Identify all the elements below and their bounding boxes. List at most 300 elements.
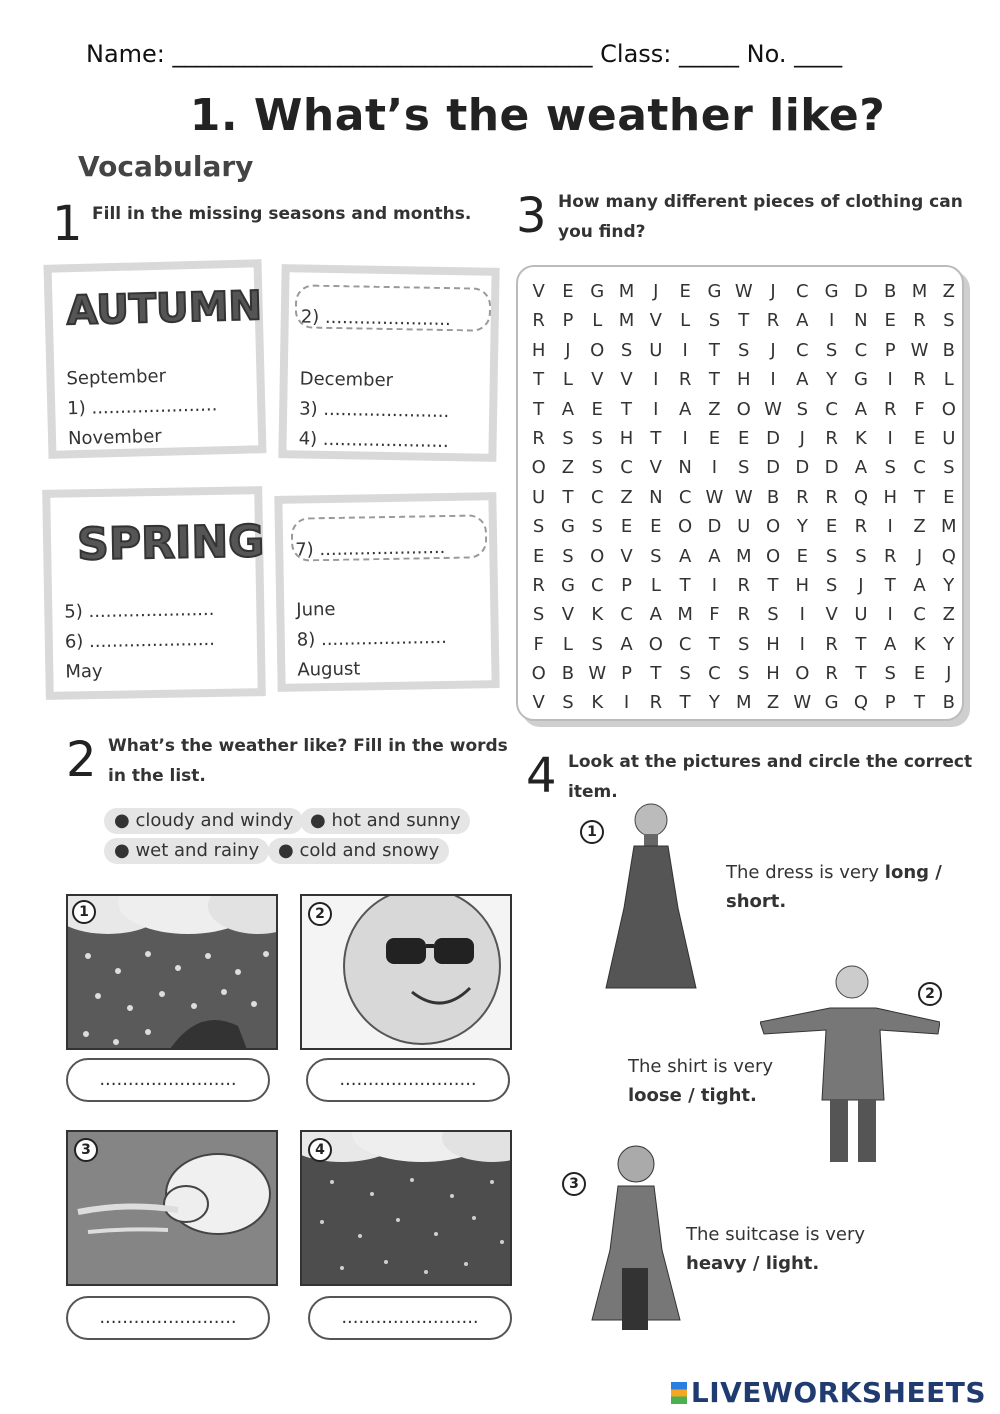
- grid-letter[interactable]: J: [770, 281, 776, 302]
- grid-letter[interactable]: O: [590, 339, 605, 361]
- item-2-text: The shirt is very: [628, 1056, 774, 1077]
- grid-letter[interactable]: O: [678, 516, 693, 538]
- grid-letter[interactable]: S: [767, 604, 779, 626]
- answer-blank-2[interactable]: 2) ......................: [300, 306, 452, 331]
- grid-letter[interactable]: W: [734, 281, 753, 302]
- picture-number-badge: 4: [308, 1138, 332, 1162]
- exercise-3-number: 3: [516, 188, 547, 244]
- grid-letter[interactable]: O: [941, 398, 956, 420]
- grid-letter[interactable]: R: [678, 369, 692, 391]
- grid-letter[interactable]: E: [562, 281, 574, 302]
- grid-letter[interactable]: G: [824, 692, 839, 714]
- grid-letter[interactable]: W: [588, 663, 607, 685]
- grid-letter[interactable]: B: [884, 281, 897, 302]
- grid-letter[interactable]: R: [737, 604, 750, 626]
- grid-letter[interactable]: R: [825, 663, 838, 685]
- grid-letter[interactable]: R: [649, 692, 663, 714]
- grid-letter[interactable]: S: [620, 339, 633, 361]
- grid-letter[interactable]: T: [650, 427, 662, 449]
- grid-letter[interactable]: R: [532, 427, 545, 449]
- grid-letter[interactable]: U: [649, 339, 663, 361]
- grid-letter[interactable]: Q: [853, 692, 868, 714]
- grid-letter[interactable]: C: [708, 663, 721, 685]
- grid-letter[interactable]: J: [565, 339, 571, 361]
- grid-letter[interactable]: T: [884, 574, 896, 596]
- grid-letter[interactable]: E: [679, 281, 691, 302]
- grid-letter[interactable]: E: [943, 486, 955, 508]
- grid-letter[interactable]: B: [942, 692, 955, 714]
- grid-letter[interactable]: W: [734, 486, 753, 508]
- snow-illustration: [302, 1132, 512, 1286]
- grid-letter[interactable]: I: [887, 516, 893, 538]
- grid-letter[interactable]: C: [825, 398, 838, 420]
- grid-letter[interactable]: P: [884, 339, 896, 361]
- answer-blank-6[interactable]: 6) ......................: [64, 628, 216, 653]
- grid-row: [524, 369, 963, 398]
- grid-letter[interactable]: S: [562, 692, 574, 714]
- summer-card: [274, 492, 499, 692]
- name-class-number-line: Name: ___________________________________ Class: _____ No. ____: [86, 40, 843, 68]
- exercise-4-instruction-line-1: Look at the pictures and circle the correct: [568, 752, 973, 772]
- grid-letter[interactable]: C: [796, 339, 809, 361]
- summer-row-1: June: [296, 598, 336, 621]
- word-search-box: [516, 265, 964, 721]
- grid-letter[interactable]: V: [591, 369, 604, 391]
- item-number-badge: 2: [918, 982, 942, 1006]
- grid-letter[interactable]: V: [561, 604, 575, 626]
- grid-letter[interactable]: R: [532, 310, 545, 332]
- grid-letter[interactable]: R: [883, 398, 897, 420]
- grid-letter[interactable]: D: [707, 516, 722, 538]
- grid-letter[interactable]: T: [562, 486, 574, 508]
- grid-letter[interactable]: C: [620, 457, 633, 479]
- grid-letter[interactable]: K: [591, 692, 604, 714]
- grid-letter[interactable]: R: [854, 516, 868, 538]
- grid-letter[interactable]: S: [884, 457, 896, 479]
- grid-letter[interactable]: S: [825, 574, 838, 596]
- option-text: wet and rainy: [135, 840, 260, 861]
- grid-letter[interactable]: S: [825, 545, 838, 567]
- grid-letter[interactable]: U: [737, 516, 751, 538]
- grid-letter[interactable]: Z: [620, 486, 633, 508]
- spring-row-3: May: [65, 660, 103, 683]
- grid-letter[interactable]: J: [770, 339, 776, 361]
- grid-letter[interactable]: S: [591, 457, 603, 479]
- grid-letter[interactable]: R: [737, 574, 750, 596]
- grid-letter[interactable]: D: [824, 457, 839, 479]
- grid-letter[interactable]: C: [913, 457, 926, 479]
- weather-answer-2[interactable]: ........................: [306, 1058, 510, 1102]
- grid-letter[interactable]: C: [590, 574, 604, 596]
- weather-answer-3[interactable]: ........................: [66, 1296, 270, 1340]
- grid-letter[interactable]: T: [708, 633, 720, 655]
- item-1-text: The dress is very: [726, 862, 880, 883]
- grid-letter[interactable]: S: [884, 663, 896, 685]
- grid-letter[interactable]: S: [679, 663, 691, 685]
- grid-letter[interactable]: E: [913, 427, 926, 449]
- item-2-options[interactable]: loose / tight.: [628, 1085, 757, 1106]
- weather-answer-4[interactable]: ........................: [308, 1296, 512, 1340]
- grid-letter[interactable]: L: [650, 574, 661, 596]
- grid-letter[interactable]: S: [532, 516, 545, 538]
- grid-letter[interactable]: I: [711, 574, 718, 596]
- grid-letter[interactable]: A: [678, 545, 692, 567]
- grid-letter[interactable]: H: [795, 574, 810, 596]
- grid-letter[interactable]: J: [653, 281, 659, 302]
- grid-letter[interactable]: Z: [913, 516, 926, 538]
- grid-letter[interactable]: U: [942, 427, 956, 449]
- grid-letter[interactable]: D: [766, 457, 780, 479]
- grid-row: [524, 310, 963, 339]
- option-pill: ● cold and snowy: [268, 838, 449, 864]
- exercise-1-instruction: Fill in the missing seasons and months.: [92, 204, 472, 224]
- grid-letter[interactable]: P: [562, 310, 574, 332]
- grid-letter[interactable]: V: [825, 604, 838, 626]
- page-title: 1. What’s the weather like?: [189, 90, 886, 141]
- item-2-caption: [628, 1052, 773, 1110]
- logo-icon: [671, 1382, 687, 1404]
- grid-letter[interactable]: J: [858, 574, 864, 596]
- grid-letter[interactable]: F: [709, 604, 720, 626]
- grid-letter[interactable]: E: [738, 427, 750, 449]
- grid-letter[interactable]: R: [913, 369, 926, 391]
- grid-row: [524, 575, 963, 604]
- grid-letter[interactable]: V: [532, 281, 545, 302]
- grid-letter[interactable]: I: [682, 427, 688, 449]
- grid-letter[interactable]: W: [910, 339, 929, 361]
- grid-letter[interactable]: R: [825, 486, 838, 508]
- grid-letter[interactable]: Y: [708, 692, 720, 714]
- grid-letter[interactable]: S: [796, 398, 809, 420]
- exercise-3-instruction-line-1: How many different pieces of clothing can: [558, 192, 963, 212]
- grid-letter[interactable]: O: [795, 663, 810, 685]
- grid-letter[interactable]: S: [943, 310, 955, 332]
- grid-letter[interactable]: S: [591, 427, 603, 449]
- grid-letter[interactable]: A: [561, 398, 575, 420]
- grid-letter[interactable]: B: [561, 663, 575, 685]
- grid-letter[interactable]: S: [738, 633, 750, 655]
- grid-letter[interactable]: K: [913, 633, 926, 655]
- grid-letter[interactable]: H: [736, 369, 751, 391]
- grid-letter[interactable]: E: [825, 516, 838, 538]
- grid-letter[interactable]: O: [531, 457, 546, 479]
- grid-letter[interactable]: U: [854, 604, 868, 626]
- grid-letter[interactable]: E: [884, 310, 896, 332]
- grid-letter[interactable]: C: [678, 633, 692, 655]
- grid-letter[interactable]: M: [735, 692, 752, 714]
- grid-letter[interactable]: E: [796, 545, 808, 567]
- grid-letter[interactable]: T: [914, 692, 925, 714]
- option-pill: ● hot and sunny: [300, 808, 470, 834]
- grid-letter[interactable]: W: [705, 486, 724, 508]
- grid-letter[interactable]: O: [648, 633, 663, 655]
- grid-letter[interactable]: T: [679, 574, 691, 596]
- winter-row-1: December: [299, 368, 394, 392]
- grid-letter[interactable]: B: [766, 486, 780, 508]
- grid-letter[interactable]: Y: [943, 633, 955, 655]
- grid-letter[interactable]: T: [650, 663, 662, 685]
- item-1-caption: [726, 858, 942, 916]
- grid-letter[interactable]: I: [623, 692, 630, 714]
- grid-letter[interactable]: D: [795, 457, 810, 479]
- grid-letter[interactable]: S: [532, 604, 545, 626]
- grid-letter[interactable]: Z: [766, 692, 780, 714]
- grid-letter[interactable]: C: [854, 339, 868, 361]
- grid-letter[interactable]: S: [591, 633, 603, 655]
- grid-letter[interactable]: G: [853, 369, 868, 391]
- grid-letter[interactable]: E: [620, 516, 633, 538]
- grid-row: [524, 281, 963, 310]
- grid-letter[interactable]: L: [562, 633, 573, 655]
- grid-letter[interactable]: Z: [708, 398, 721, 420]
- grid-letter[interactable]: I: [653, 398, 659, 420]
- grid-letter[interactable]: C: [590, 486, 604, 508]
- grid-letter[interactable]: J: [916, 545, 923, 567]
- grid-letter[interactable]: Q: [853, 486, 868, 508]
- grid-letter[interactable]: T: [621, 398, 633, 420]
- grid-letter[interactable]: R: [796, 486, 809, 508]
- grid-letter[interactable]: L: [562, 369, 573, 391]
- grid-letter[interactable]: V: [649, 310, 662, 332]
- grid-letter[interactable]: U: [532, 486, 546, 508]
- grid-letter[interactable]: I: [887, 427, 893, 449]
- answer-blank-8[interactable]: 8) ......................: [296, 626, 448, 651]
- grid-letter[interactable]: C: [913, 604, 926, 626]
- grid-letter[interactable]: J: [946, 663, 952, 685]
- wind-illustration: [68, 1132, 278, 1286]
- logo-text: LIVEWORKSHEETS: [690, 1376, 986, 1409]
- grid-letter[interactable]: A: [708, 545, 721, 567]
- grid-letter[interactable]: O: [531, 663, 546, 685]
- grid-letter[interactable]: S: [650, 545, 662, 567]
- grid-letter[interactable]: I: [653, 369, 659, 391]
- rain-illustration: [68, 896, 278, 1050]
- grid-letter[interactable]: Z: [942, 604, 955, 626]
- grid-letter[interactable]: G: [590, 281, 605, 302]
- autumn-row-3: November: [67, 425, 162, 450]
- grid-letter[interactable]: E: [708, 427, 721, 449]
- grid-letter[interactable]: A: [796, 310, 809, 332]
- grid-letter[interactable]: S: [855, 545, 867, 567]
- grid-letter[interactable]: L: [943, 369, 954, 391]
- grid-letter[interactable]: Y: [943, 574, 955, 596]
- grid-letter[interactable]: G: [707, 281, 722, 302]
- grid-letter[interactable]: A: [678, 398, 692, 420]
- grid-letter[interactable]: M: [941, 516, 957, 538]
- exercise-3-instruction-line-2: you find?: [558, 222, 646, 242]
- grid-letter[interactable]: V: [532, 692, 545, 714]
- grid-letter[interactable]: D: [766, 427, 780, 449]
- grid-letter[interactable]: A: [884, 633, 897, 655]
- grid-row: [524, 340, 963, 369]
- grid-letter[interactable]: G: [560, 516, 575, 538]
- grid-letter[interactable]: R: [825, 633, 838, 655]
- exercise-1-number: 1: [52, 196, 83, 252]
- grid-letter[interactable]: N: [678, 457, 692, 479]
- grid-letter[interactable]: Z: [561, 457, 575, 479]
- grid-letter[interactable]: A: [854, 398, 868, 420]
- grid-letter[interactable]: T: [679, 692, 691, 714]
- grid-row: [524, 604, 963, 633]
- spring-card: [42, 486, 266, 700]
- grid-letter[interactable]: T: [767, 574, 779, 596]
- item-1-option-b[interactable]: short.: [726, 891, 787, 912]
- grid-letter[interactable]: T: [738, 310, 750, 332]
- grid-letter[interactable]: E: [591, 398, 603, 420]
- grid-letter[interactable]: M: [735, 545, 752, 567]
- grid-letter[interactable]: H: [531, 339, 546, 361]
- grid-letter[interactable]: A: [854, 457, 868, 479]
- grid-letter[interactable]: K: [591, 604, 604, 626]
- item-3-text: The suitcase is very: [686, 1224, 866, 1245]
- grid-letter[interactable]: R: [532, 574, 545, 596]
- grid-letter[interactable]: P: [884, 692, 896, 714]
- grid-letter[interactable]: A: [649, 604, 662, 626]
- grid-letter[interactable]: J: [799, 427, 805, 449]
- grid-letter[interactable]: E: [913, 663, 926, 685]
- grid-letter[interactable]: W: [764, 398, 782, 420]
- grid-letter[interactable]: S: [708, 310, 721, 332]
- grid-letter[interactable]: I: [711, 457, 718, 479]
- grid-letter[interactable]: P: [621, 574, 632, 596]
- grid-letter[interactable]: B: [942, 339, 955, 361]
- option-text: hot and sunny: [331, 810, 461, 831]
- grid-letter[interactable]: F: [533, 633, 544, 655]
- section-title: Vocabulary: [78, 150, 254, 183]
- grid-letter[interactable]: S: [943, 457, 955, 479]
- grid-letter[interactable]: H: [883, 486, 897, 508]
- grid-letter[interactable]: W: [793, 692, 812, 714]
- grid-letter[interactable]: O: [590, 545, 605, 567]
- grid-letter[interactable]: T: [708, 339, 720, 361]
- grid-letter[interactable]: F: [914, 398, 925, 420]
- grid-letter[interactable]: E: [532, 545, 545, 567]
- answer-blank-1[interactable]: 1) ......................: [66, 394, 218, 420]
- grid-letter[interactable]: T: [855, 663, 867, 685]
- grid-letter[interactable]: L: [592, 310, 603, 332]
- option-pill: ● wet and rainy: [104, 838, 269, 864]
- option-pill: ● cloudy and windy: [104, 808, 303, 834]
- grid-letter[interactable]: R: [913, 310, 926, 332]
- grid-letter[interactable]: S: [562, 427, 574, 449]
- grid-letter[interactable]: A: [913, 574, 926, 596]
- grid-letter[interactable]: P: [621, 663, 632, 685]
- grid-letter[interactable]: Y: [826, 369, 838, 391]
- grid-letter[interactable]: I: [799, 604, 805, 626]
- grid-letter[interactable]: K: [855, 427, 867, 449]
- woman-suitcase-illustration: [584, 1140, 684, 1336]
- grid-row: [524, 457, 963, 486]
- grid-letter[interactable]: C: [796, 281, 809, 302]
- grid-letter[interactable]: S: [738, 663, 750, 685]
- grid-row: [524, 663, 963, 692]
- answer-blank-7[interactable]: 7) ......................: [295, 536, 446, 561]
- grid-letter[interactable]: I: [799, 633, 805, 655]
- grid-letter[interactable]: N: [854, 310, 868, 332]
- grid-letter[interactable]: S: [825, 339, 838, 361]
- grid-letter[interactable]: O: [765, 516, 781, 538]
- grid-letter[interactable]: C: [678, 486, 692, 508]
- grid-letter[interactable]: S: [738, 457, 750, 479]
- grid-letter[interactable]: M: [911, 281, 928, 302]
- weather-answer-1[interactable]: ........................: [66, 1058, 270, 1102]
- grid-letter[interactable]: T: [533, 398, 545, 420]
- grid-letter[interactable]: C: [620, 604, 633, 626]
- grid-letter[interactable]: I: [682, 339, 688, 361]
- grid-letter[interactable]: M: [677, 604, 693, 626]
- autumn-row-1: September: [66, 365, 167, 390]
- grid-letter[interactable]: S: [591, 516, 603, 538]
- grid-letter[interactable]: O: [765, 545, 781, 567]
- grid-letter[interactable]: I: [887, 604, 893, 626]
- grid-letter[interactable]: O: [736, 398, 751, 420]
- woman-dress-illustration: [596, 798, 706, 998]
- spring-title: SPRING: [76, 516, 265, 571]
- grid-letter[interactable]: T: [533, 369, 545, 391]
- grid-letter[interactable]: L: [680, 310, 691, 332]
- item-3-options[interactable]: heavy / light.: [686, 1253, 820, 1274]
- grid-letter[interactable]: E: [650, 516, 662, 538]
- grid-letter[interactable]: T: [708, 369, 720, 391]
- grid-letter[interactable]: D: [853, 281, 868, 302]
- grid-letter[interactable]: S: [562, 545, 574, 567]
- grid-letter[interactable]: I: [828, 310, 835, 332]
- grid-letter[interactable]: R: [766, 310, 780, 332]
- exercise-2-instruction-line-1: What’s the weather like? Fill in the words: [108, 736, 508, 756]
- liveworksheets-logo: [671, 1376, 986, 1409]
- grid-letter[interactable]: I: [770, 369, 776, 391]
- answer-blank-4[interactable]: 4) ......................: [298, 428, 449, 453]
- item-number-badge: 3: [562, 1172, 586, 1196]
- grid-letter[interactable]: S: [738, 339, 750, 361]
- grid-letter[interactable]: R: [883, 545, 897, 567]
- grid-letter[interactable]: I: [887, 369, 893, 391]
- grid-letter[interactable]: A: [620, 633, 633, 655]
- exercise-2-number: 2: [66, 732, 97, 788]
- answer-blank-5[interactable]: 5) ......................: [64, 598, 215, 623]
- grid-letter[interactable]: T: [855, 633, 867, 655]
- grid-letter[interactable]: T: [914, 486, 925, 508]
- item-number-badge: 1: [580, 820, 604, 844]
- picture-number-badge: 2: [308, 902, 332, 926]
- grid-row: [524, 516, 963, 545]
- grid-letter[interactable]: H: [766, 663, 780, 685]
- word-search-grid: [524, 281, 963, 722]
- grid-letter[interactable]: Y: [796, 516, 808, 538]
- answer-blank-3[interactable]: 3) ......................: [299, 398, 450, 423]
- grid-letter[interactable]: H: [619, 427, 634, 449]
- grid-letter[interactable]: M: [618, 281, 635, 302]
- grid-letter[interactable]: V: [620, 545, 633, 567]
- grid-letter[interactable]: G: [560, 574, 575, 596]
- picture-number-badge: 3: [74, 1138, 98, 1162]
- item-1-option-a[interactable]: long /: [884, 862, 942, 883]
- item-3-caption: [686, 1220, 865, 1278]
- grid-letter[interactable]: A: [796, 369, 809, 391]
- grid-letter[interactable]: R: [825, 427, 838, 449]
- wind-picture: [66, 1130, 278, 1286]
- grid-letter[interactable]: Z: [942, 281, 955, 302]
- grid-letter[interactable]: V: [620, 369, 633, 391]
- grid-letter[interactable]: M: [618, 310, 635, 332]
- grid-letter[interactable]: G: [824, 281, 839, 302]
- grid-row: [524, 634, 963, 663]
- autumn-title: AUTUMN: [66, 283, 263, 335]
- grid-letter[interactable]: V: [649, 457, 662, 479]
- grid-letter[interactable]: H: [766, 633, 780, 655]
- grid-letter[interactable]: Q: [941, 545, 956, 567]
- grid-letter[interactable]: N: [649, 486, 663, 508]
